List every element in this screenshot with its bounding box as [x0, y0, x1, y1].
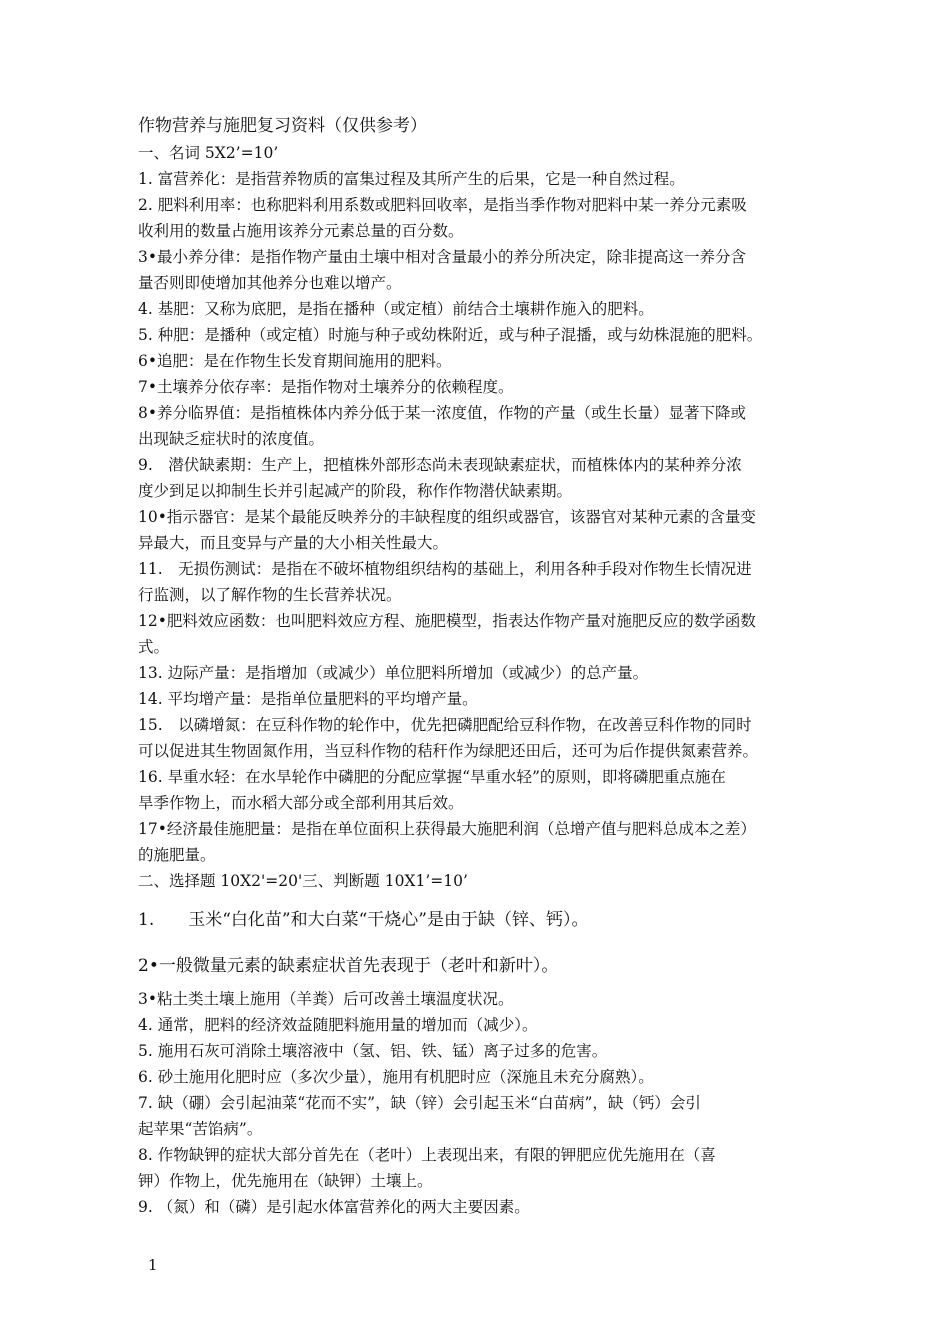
definition-line: 的施肥量。 [138, 846, 216, 864]
fill-blank-line: 8. 作物缺钾的症状大部分首先在（老叶）上表现出来，有限的钾肥应优先施用在（喜 [138, 1146, 716, 1164]
definition-line: 11. 无损伤测试：是指在不破坏植物组织结构的基础上，利用各种手段对作物生长情况进 [138, 560, 752, 578]
fill-blank-line: 4. 通常，肥料的经济效益随肥料施用量的增加而（减少）。 [138, 1016, 538, 1034]
fill-blank-line: 2•一般微量元素的缺素症状首先表现于（老叶和新叶）。 [138, 956, 559, 976]
definitions-list [138, 166, 828, 868]
definition-line: 7•土壤养分依存率：是指作物对土壤养分的依赖程度。 [138, 378, 514, 396]
definition-line: 旱季作物上，而水稻大部分或全部利用其后效。 [138, 794, 464, 812]
definition-line: 可以促进其生物固氮作用，当豆科作物的秸秆作为绿肥还田后，还可为后作提供氮素营养。 [138, 742, 759, 760]
definition-line: 14. 平均增产量：是指单位量肥料的平均增产量。 [138, 690, 478, 708]
section-heading-choice-judgement: 二、选择题 10X2'=20'三、判断题 10X1’=10’ [138, 872, 468, 890]
definition-line: 13. 边际产量：是指增加（或减少）单位肥料所增加（或减少）的总产量。 [138, 664, 649, 682]
fill-blank-line: 9. （氮）和（磷）是引起水体富营养化的两大主要因素。 [138, 1198, 530, 1216]
definition-line: 异最大，而且变异与产量的大小相关性最大。 [138, 534, 449, 552]
fill-blank-line: 起苹果“苦馅病”。 [138, 1120, 263, 1138]
definition-line: 5. 种肥：是播种（或定植）时施与种子或幼株附近，或与种子混播，或与幼株混施的肥料。 [138, 326, 763, 344]
fill-blank-list [138, 986, 828, 1220]
fill-blank-line: 6. 砂土施用化肥时应（多次少量），施用有机肥时应（深施且未充分腐熟）。 [138, 1068, 654, 1086]
definition-line: 8•养分临界值：是指植株体内养分低于某一浓度值，作物的产量（或生长量）显著下降或 [138, 404, 747, 422]
definition-line: 17•经济最佳施肥量：是指在单位面积上获得最大施肥利润（总增产值与肥料总成本之差） [138, 820, 756, 838]
fill-blank-line: 钾）作物上，优先施用在（缺钾）土壤上。 [138, 1172, 433, 1190]
spacer [138, 894, 828, 906]
definition-line: 15. 以磷增氮：在豆科作物的轮作中，优先把磷肥配给豆科作物，在改善豆科作物的同时 [138, 716, 752, 734]
definition-line: 9. 潜伏缺素期：生产上，把植株外部形态尚未表现缺素症状，而植株体内的某种养分浓 [138, 456, 742, 474]
definition-line: 收利用的数量占施用该养分元素总量的百分数。 [138, 222, 464, 240]
definition-line: 2. 肥料利用率：也称肥料利用系数或肥料回收率，是指当季作物对肥料中某一养分元素吸 [138, 196, 747, 214]
fill-blank-line: 5. 施用石灰可消除土壤溶液中（氢、铝、铁、锰）离子过多的危害。 [138, 1042, 608, 1060]
definition-line: 16. 旱重水轻：在水旱轮作中磷肥的分配应掌握“旱重水轻”的原则，即将磷肥重点施在 [138, 768, 726, 786]
fill-blank-line: 7. 缺（硼）会引起油菜“花而不实”，缺（锌）会引起玉米“白苗病”，缺（钙）会引 [138, 1094, 701, 1112]
document-body [138, 112, 828, 1220]
document-title: 作物营养与施肥复习资料（仅供参考） [138, 116, 427, 136]
page-number: 1 [148, 1256, 158, 1274]
definition-line: 1. 富营养化：是指营养物质的富集过程及其所产生的后果，它是一种自然过程。 [138, 170, 685, 188]
fill-blank-line: 3•粘土类土壤上施用（羊粪）后可改善土壤温度状况。 [138, 990, 514, 1008]
definition-line: 12•肥料效应函数：也叫肥料效应方程、施肥模型，指表达作物产量对施肥反应的数学函数 [138, 612, 756, 630]
definition-line: 度少到足以抑制生长并引起减产的阶段，称作作物潜伏缺素期。 [138, 482, 573, 500]
definition-line: 量否则即使增加其他养分也难以增产。 [138, 274, 402, 292]
spacer [138, 934, 828, 946]
definition-line: 6•追肥：是在作物生长发育期间施用的肥料。 [138, 352, 452, 370]
section-heading-terms: 一、名词 5X2’=10’ [138, 144, 279, 162]
definition-line: 行监测，以了解作物的生长营养状况。 [138, 586, 402, 604]
definition-line: 3•最小养分律：是指作物产量由土壤中相对含量最小的养分所决定，除非提高这一养分含 [138, 248, 747, 266]
definition-line: 4. 基肥：又称为底肥，是指在播种（或定植）前结合土壤耕作施入的肥料。 [138, 300, 654, 318]
fill-blank-line: 1. 玉米“白化苗”和大白菜“干烧心”是由于缺（锌、钙）。 [138, 910, 589, 930]
definition-line: 式。 [138, 638, 170, 656]
definition-line: 出现缺乏症状时的浓度值。 [138, 430, 325, 448]
definition-line: 10•指示器官：是某个最能反映养分的丰缺程度的组织或器官，该器官对某种元素的含量变 [138, 508, 756, 526]
